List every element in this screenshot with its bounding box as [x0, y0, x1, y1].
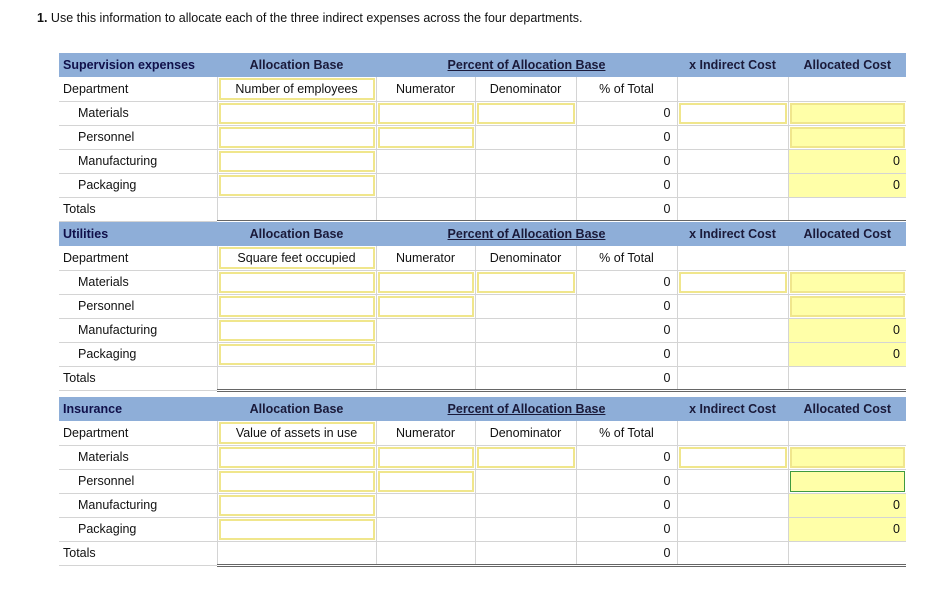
- instruction-text: Use this information to allocate each of the three indirect expenses across the four departments.: [50, 11, 583, 25]
- base-input-personnel[interactable]: [217, 294, 376, 318]
- percent-base-header: Percent of Allocation Base: [376, 53, 677, 77]
- section-title: Insurance: [59, 397, 217, 421]
- denominator-header: Denominator: [475, 246, 576, 270]
- utilities-table: [59, 222, 906, 392]
- pct-materials: 0: [576, 445, 677, 469]
- base-name-cell: Value of assets in use: [217, 421, 376, 445]
- allocation-base-header: Allocation Base: [217, 222, 376, 246]
- dept-personnel: Personnel: [59, 294, 217, 318]
- base-input-materials[interactable]: [217, 101, 376, 125]
- base-input-manufacturing[interactable]: [217, 318, 376, 342]
- indirect-cost-input[interactable]: [677, 101, 788, 125]
- indirect-cost-input[interactable]: [677, 270, 788, 294]
- denominator-input-materials[interactable]: [475, 101, 576, 125]
- dept-personnel: Personnel: [59, 125, 217, 149]
- numerator-input-materials[interactable]: [376, 101, 475, 125]
- numerator-input-personnel[interactable]: [376, 294, 475, 318]
- denominator-header: Denominator: [475, 77, 576, 101]
- base-input-manufacturing[interactable]: [217, 493, 376, 517]
- indirect-cost-input[interactable]: [677, 445, 788, 469]
- allocation-base-header: Allocation Base: [217, 397, 376, 421]
- pct-total-value: 0: [576, 197, 677, 221]
- allocated-input-personnel-focused[interactable]: [788, 469, 906, 493]
- numerator-header: Numerator: [376, 246, 475, 270]
- base-input-personnel[interactable]: [217, 469, 376, 493]
- indirect-cost-header: x Indirect Cost: [677, 397, 788, 421]
- base-input-packaging[interactable]: [217, 342, 376, 366]
- base-input-manufacturing[interactable]: [217, 149, 376, 173]
- allocated-cost-header: Allocated Cost: [788, 222, 906, 246]
- pct-manufacturing: 0: [576, 149, 677, 173]
- section-title: Utilities: [59, 222, 217, 246]
- allocated-input-personnel[interactable]: [788, 125, 906, 149]
- pct-total-header: % of Total: [576, 246, 677, 270]
- dept-manufacturing: Manufacturing: [59, 318, 217, 342]
- pct-manufacturing: 0: [576, 318, 677, 342]
- numerator-input-materials[interactable]: [376, 445, 475, 469]
- pct-packaging: 0: [576, 517, 677, 541]
- allocated-input-personnel[interactable]: [788, 294, 906, 318]
- pct-manufacturing: 0: [576, 493, 677, 517]
- base-input-packaging[interactable]: [217, 173, 376, 197]
- percent-base-header: Percent of Allocation Base: [376, 397, 677, 421]
- pct-materials: 0: [576, 270, 677, 294]
- numerator-input-personnel[interactable]: [376, 469, 475, 493]
- dept-manufacturing: Manufacturing: [59, 493, 217, 517]
- totals-label: Totals: [59, 541, 217, 565]
- dept-materials: Materials: [59, 445, 217, 469]
- indirect-cost-header: x Indirect Cost: [677, 53, 788, 77]
- dept-packaging: Packaging: [59, 173, 217, 197]
- base-name-cell: Square feet occupied: [217, 246, 376, 270]
- totals-label: Totals: [59, 197, 217, 221]
- allocated-manufacturing: 0: [788, 318, 906, 342]
- base-input-packaging[interactable]: [217, 517, 376, 541]
- allocated-packaging: 0: [788, 342, 906, 366]
- base-name-cell: Number of employees: [217, 77, 376, 101]
- allocated-cost-header: Allocated Cost: [788, 53, 906, 77]
- allocated-manufacturing: 0: [788, 493, 906, 517]
- numerator-header: Numerator: [376, 77, 475, 101]
- dept-personnel: Personnel: [59, 469, 217, 493]
- allocated-input-materials[interactable]: [788, 101, 906, 125]
- pct-packaging: 0: [576, 173, 677, 197]
- denominator-input-materials[interactable]: [475, 270, 576, 294]
- numerator-input-materials[interactable]: [376, 270, 475, 294]
- base-input-materials[interactable]: [217, 445, 376, 469]
- percent-base-header: Percent of Allocation Base: [376, 222, 677, 246]
- insurance-table: [59, 397, 906, 567]
- totals-label: Totals: [59, 366, 217, 390]
- allocated-cost-header: Allocated Cost: [788, 397, 906, 421]
- denominator-input-materials[interactable]: [475, 445, 576, 469]
- pct-personnel: 0: [576, 294, 677, 318]
- pct-total-value: 0: [576, 541, 677, 565]
- department-label: Department: [59, 421, 217, 445]
- section-title: Supervision expenses: [59, 53, 217, 77]
- instruction: [37, 11, 582, 25]
- pct-total-value: 0: [576, 366, 677, 390]
- allocated-packaging: 0: [788, 173, 906, 197]
- pct-total-header: % of Total: [576, 77, 677, 101]
- dept-materials: Materials: [59, 101, 217, 125]
- pct-personnel: 0: [576, 125, 677, 149]
- supervision-table: [59, 53, 906, 223]
- allocated-input-materials[interactable]: [788, 445, 906, 469]
- pct-materials: 0: [576, 101, 677, 125]
- dept-packaging: Packaging: [59, 342, 217, 366]
- numerator-input-personnel[interactable]: [376, 125, 475, 149]
- instruction-number: 1.: [37, 11, 48, 25]
- allocated-manufacturing: 0: [788, 149, 906, 173]
- pct-packaging: 0: [576, 342, 677, 366]
- denominator-header: Denominator: [475, 421, 576, 445]
- department-label: Department: [59, 246, 217, 270]
- allocated-packaging: 0: [788, 517, 906, 541]
- allocation-base-header: Allocation Base: [217, 53, 376, 77]
- allocated-input-materials[interactable]: [788, 270, 906, 294]
- pct-total-header: % of Total: [576, 421, 677, 445]
- dept-materials: Materials: [59, 270, 217, 294]
- indirect-cost-header: x Indirect Cost: [677, 222, 788, 246]
- dept-manufacturing: Manufacturing: [59, 149, 217, 173]
- dept-packaging: Packaging: [59, 517, 217, 541]
- numerator-header: Numerator: [376, 421, 475, 445]
- base-input-materials[interactable]: [217, 270, 376, 294]
- pct-personnel: 0: [576, 469, 677, 493]
- department-label: Department: [59, 77, 217, 101]
- base-input-personnel[interactable]: [217, 125, 376, 149]
